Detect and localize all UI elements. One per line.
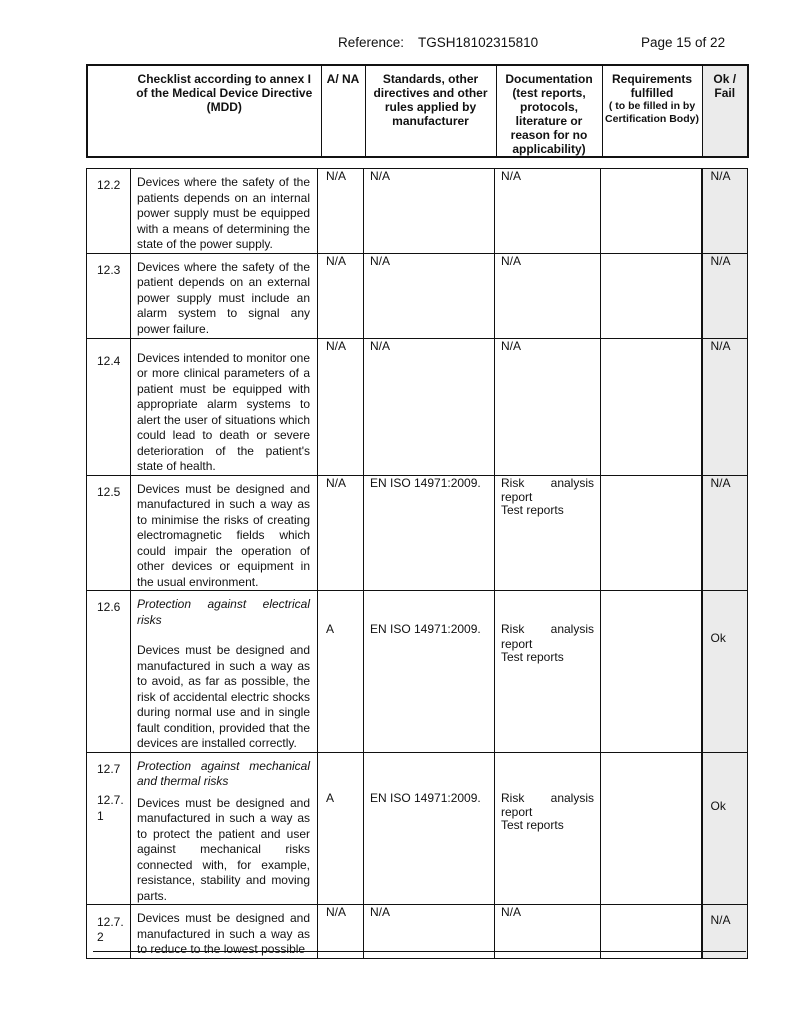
doc-analysis: analysis bbox=[550, 475, 594, 490]
clause-heading: Protection against mechanical and thermal risks bbox=[137, 758, 310, 788]
reference-line bbox=[338, 35, 538, 50]
col-requirements-header bbox=[602, 65, 702, 157]
standard-cell: EN ISO 14971:2009. bbox=[364, 475, 495, 591]
a-na-cell: N/A bbox=[318, 253, 364, 338]
doc-risk: Risk bbox=[501, 790, 525, 805]
doc-report: report bbox=[501, 490, 533, 504]
ok-fail-cell: N/A bbox=[702, 253, 748, 338]
requirements-cell bbox=[601, 338, 702, 475]
page-number: Page 15 of 22 bbox=[641, 35, 726, 50]
ok-fail-cell: N/A bbox=[702, 475, 748, 591]
a-na-cell: N/A bbox=[318, 169, 364, 254]
documentation-cell: N/A bbox=[495, 905, 601, 959]
a-na-cell: N/A bbox=[318, 905, 364, 959]
ok-fail-cell: N/A bbox=[702, 169, 748, 254]
doc-report: report bbox=[501, 636, 533, 651]
reference-label: Reference: bbox=[338, 35, 405, 50]
a-na-cell: A bbox=[318, 752, 364, 905]
a-na-cell: N/A bbox=[318, 475, 364, 591]
documentation-cell bbox=[495, 591, 601, 753]
table-row bbox=[87, 475, 748, 591]
clause-subnumber: 12.7. 1 bbox=[97, 793, 124, 823]
clause-number: 12.5 bbox=[87, 475, 131, 591]
col-checklist-header: Checklist according to annex I of the Medical Device Directive (MDD) bbox=[87, 65, 321, 157]
clause-text-cell bbox=[131, 752, 318, 905]
doc-test-reports: Test reports bbox=[501, 503, 564, 517]
requirements-cell bbox=[601, 475, 702, 591]
standard-cell: N/A bbox=[364, 338, 495, 475]
doc-report: report bbox=[501, 805, 533, 819]
documentation-cell: N/A bbox=[495, 253, 601, 338]
ok-fail-cell: N/A bbox=[702, 338, 748, 475]
requirements-subtitle: ( to be filled in by Certification Body) bbox=[605, 100, 699, 125]
clause-number: 12.2 bbox=[87, 169, 131, 254]
clause-number: 12.6 bbox=[87, 591, 131, 753]
clause-text: Devices where the safety of the patients depends on an internal power supply must be equipped with a means of determining the state of the power supply. bbox=[131, 169, 318, 254]
clause-text: Devices where the safety of the patient depends on an external power supply must include an alarm system to signal any power failure. bbox=[131, 253, 318, 338]
requirements-cell bbox=[601, 905, 702, 959]
footer-rule bbox=[93, 951, 746, 952]
col-ok-fail-header: Ok / Fail bbox=[702, 65, 748, 157]
col-a-na-header: A/ NA bbox=[321, 65, 365, 157]
requirements-cell bbox=[601, 591, 702, 753]
clause-text-cell bbox=[131, 591, 318, 753]
clause-text: Devices must be designed and manufactured in such a way as to protect the patient and user against mechanical risks connected with, for example, resistance, stability and moving parts. bbox=[137, 795, 310, 903]
doc-test-reports: Test reports bbox=[501, 818, 564, 832]
ok-fail-cell: Ok bbox=[702, 752, 748, 905]
doc-analysis: analysis bbox=[550, 622, 594, 636]
documentation-cell bbox=[495, 475, 601, 591]
standard-cell: EN ISO 14971:2009. bbox=[364, 752, 495, 905]
ok-fail-cell: Ok bbox=[702, 591, 748, 753]
table-row bbox=[87, 338, 748, 475]
clause-number: 12.4 bbox=[87, 338, 131, 475]
clause-number-cell bbox=[87, 752, 131, 905]
checklist-table bbox=[86, 168, 748, 959]
clause-text: Devices intended to monitor one or more clinical parameters of a patient must be equipped with appropriate alarm systems to alert the user of situations which could lead to death or severe deterioration of the patient's state of health. bbox=[131, 338, 318, 475]
clause-heading: Protection against electrical risks bbox=[137, 597, 310, 627]
table-row bbox=[87, 591, 748, 753]
standard-cell: EN ISO 14971:2009. bbox=[364, 591, 495, 753]
table-row bbox=[87, 253, 748, 338]
requirements-title: Requirements fulfilled bbox=[611, 72, 693, 100]
clause-number: 12.3 bbox=[87, 253, 131, 338]
clause-text: Devices must be designed and manufactured in such a way as to minimise the risks of creating electromagnetic fields which could impair the operation of other devices or equipment in the usual environment. bbox=[131, 475, 318, 591]
requirements-cell bbox=[601, 752, 702, 905]
doc-risk: Risk bbox=[501, 475, 525, 490]
table-row bbox=[87, 752, 748, 905]
standard-cell: N/A bbox=[364, 253, 495, 338]
table-row bbox=[87, 169, 748, 254]
documentation-cell: N/A bbox=[495, 338, 601, 475]
doc-risk: Risk bbox=[501, 622, 525, 636]
clause-number: 12.7. 2 bbox=[87, 905, 131, 959]
requirements-cell bbox=[601, 169, 702, 254]
table-row bbox=[87, 905, 748, 959]
col-documentation-header: Documentation (test reports, protocols, literature or reason for no applicability) bbox=[496, 65, 602, 157]
clause-number: 12.7 bbox=[97, 761, 121, 776]
documentation-cell bbox=[495, 752, 601, 905]
col-standards-header: Standards, other directives and other rules applied by manufacturer bbox=[365, 65, 496, 157]
clause-text: Devices must be designed and manufactured in such a way as to avoid, as far as possible, the risk of accidental electric shocks during normal use and in single fault condition, provided that the devices are installed correctly. bbox=[137, 643, 310, 750]
standard-cell: N/A bbox=[364, 169, 495, 254]
requirements-cell bbox=[601, 253, 702, 338]
ok-fail-cell: N/A bbox=[702, 905, 748, 959]
doc-analysis: analysis bbox=[550, 790, 594, 805]
doc-test-reports: Test reports bbox=[501, 649, 564, 664]
a-na-cell: A bbox=[318, 591, 364, 753]
header-table bbox=[86, 64, 749, 158]
clause-text: Devices must be designed and manufactured in such a way as to reduce to the lowest possible bbox=[131, 905, 318, 959]
reference-value: TGSH18102315810 bbox=[418, 35, 539, 50]
documentation-cell: N/A bbox=[495, 169, 601, 254]
a-na-cell: N/A bbox=[318, 338, 364, 475]
standard-cell: N/A bbox=[364, 905, 495, 959]
